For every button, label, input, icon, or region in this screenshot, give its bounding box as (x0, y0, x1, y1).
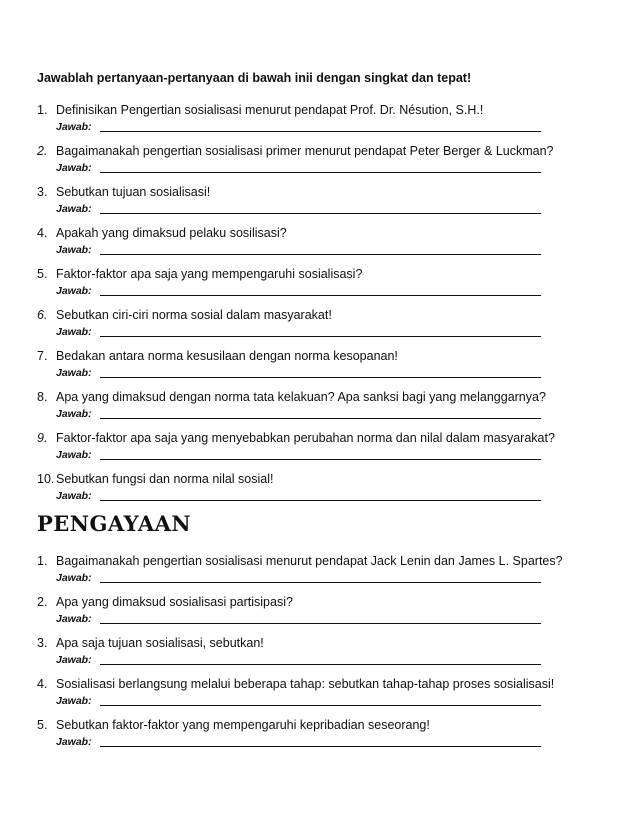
answer-line[interactable] (100, 172, 541, 173)
answer-row (56, 284, 541, 298)
question-item (0, 307, 638, 348)
answer-label: Jawab: (56, 121, 92, 133)
question-number: 8. (37, 390, 48, 404)
question-line (37, 225, 287, 241)
enrichment-question-item (0, 594, 638, 635)
enrichment-title: PENGAYAAN (37, 511, 192, 536)
answer-row (56, 653, 541, 667)
question-number: 9. (37, 431, 48, 445)
answer-line[interactable] (100, 623, 541, 624)
question-item (0, 102, 638, 143)
answer-line[interactable] (100, 664, 541, 665)
question-number: 10. (37, 472, 55, 486)
question-item (0, 143, 638, 184)
question-text: Apakah yang dimaksud pelaku sosilisasi? (56, 226, 287, 240)
question-line (37, 266, 362, 282)
answer-row (56, 366, 541, 380)
answer-row (56, 161, 541, 175)
question-text: Bagaimanakah pengertian sosialisasi menurut pendapat Jack Lenin dan James L. Spartes? (56, 554, 563, 568)
answer-row (56, 202, 541, 216)
answer-row (56, 120, 541, 134)
question-text: Sebutkan ciri-ciri norma sosial dalam masyarakat! (56, 308, 332, 322)
question-text: Sosialisasi berlangsung melalui beberapa tahap: sebutkan tahap-tahap proses sosialisasi! (56, 677, 555, 691)
answer-row (56, 243, 541, 257)
question-line (37, 635, 264, 651)
answer-line[interactable] (100, 131, 541, 132)
answer-label: Jawab: (56, 367, 92, 379)
question-item (0, 430, 638, 471)
question-line (37, 594, 293, 610)
question-item (0, 348, 638, 389)
question-number: 6. (37, 308, 48, 322)
enrichment-question-item (0, 717, 638, 758)
enrichment-question-list (0, 553, 638, 758)
question-item (0, 266, 638, 307)
answer-line[interactable] (100, 295, 541, 296)
question-text: Faktor-faktor apa saja yang menyebabkan perubahan norma dan nilal dalam masyarakat? (56, 431, 555, 445)
enrichment-question-item (0, 676, 638, 717)
answer-label: Jawab: (56, 285, 92, 297)
question-number: 2. (37, 144, 48, 158)
question-text: Sebutkan fungsi dan norma nilal sosial! (56, 472, 274, 486)
answer-line[interactable] (100, 377, 541, 378)
answer-row (56, 735, 541, 749)
question-text: Bagaimanakah pengertian sosialisasi primer menurut pendapat Peter Berger & Luckman? (56, 144, 554, 158)
question-line (37, 348, 398, 364)
answer-row (56, 612, 541, 626)
answer-row (56, 325, 541, 339)
question-line (37, 553, 563, 569)
question-number: 3. (37, 185, 48, 199)
answer-label: Jawab: (56, 490, 92, 502)
enrichment-question-item (0, 553, 638, 594)
answer-label: Jawab: (56, 449, 92, 461)
question-text: Apa yang dimaksud dengan norma tata kelakuan? Apa sanksi bagi yang melanggarnya? (56, 390, 546, 404)
answer-label: Jawab: (56, 572, 92, 584)
question-item (0, 389, 638, 430)
answer-label: Jawab: (56, 203, 92, 215)
question-line (37, 717, 430, 733)
question-line (37, 307, 332, 323)
question-number: 5. (37, 267, 48, 281)
question-text: Apa yang dimaksud sosialisasi partisipasi? (56, 595, 293, 609)
question-line (37, 102, 483, 118)
answer-label: Jawab: (56, 736, 92, 748)
answer-row (56, 448, 541, 462)
answer-label: Jawab: (56, 326, 92, 338)
answer-line[interactable] (100, 213, 541, 214)
question-line (37, 430, 555, 446)
answer-label: Jawab: (56, 244, 92, 256)
answer-line[interactable] (100, 746, 541, 747)
instruction-text: Jawablah pertanyaan-pertanyaan di bawah inii dengan singkat dan tepat! (37, 71, 472, 85)
answer-line[interactable] (100, 582, 541, 583)
enrichment-question-item (0, 635, 638, 676)
question-line (37, 676, 554, 692)
question-number: 3. (37, 636, 48, 650)
question-item (0, 184, 638, 225)
question-item (0, 471, 638, 512)
answer-row (56, 694, 541, 708)
question-line (37, 184, 210, 200)
question-line (37, 143, 554, 159)
question-text: Definisikan Pengertian sosialisasi menurut pendapat Prof. Dr. Nésution, S.H.! (56, 103, 484, 117)
question-text: Bedakan antara norma kesusilaan dengan norma kesopanan! (56, 349, 398, 363)
question-text: Sebutkan tujuan sosialisasi! (56, 185, 211, 199)
question-list (0, 102, 638, 512)
answer-line[interactable] (100, 705, 541, 706)
question-text: Apa saja tujuan sosialisasi, sebutkan! (56, 636, 264, 650)
answer-label: Jawab: (56, 408, 92, 420)
answer-row (56, 489, 541, 503)
answer-line[interactable] (100, 500, 541, 501)
answer-line[interactable] (100, 254, 541, 255)
answer-line[interactable] (100, 336, 541, 337)
answer-label: Jawab: (56, 162, 92, 174)
answer-label: Jawab: (56, 613, 92, 625)
question-number: 5. (37, 718, 48, 732)
answer-label: Jawab: (56, 654, 92, 666)
answer-row (56, 407, 541, 421)
question-number: 4. (37, 677, 48, 691)
question-number: 4. (37, 226, 48, 240)
answer-line[interactable] (100, 418, 541, 419)
question-number: 7. (37, 349, 48, 363)
question-line (37, 471, 274, 487)
question-number: 1. (37, 554, 48, 568)
question-item (0, 225, 638, 266)
question-text: Sebutkan faktor-faktor yang mempengaruhi kepribadian seseorang! (56, 718, 430, 732)
answer-label: Jawab: (56, 695, 92, 707)
answer-row (56, 571, 541, 585)
answer-line[interactable] (100, 459, 541, 460)
question-number: 1. (37, 103, 48, 117)
question-line (37, 389, 546, 405)
question-number: 2. (37, 595, 48, 609)
question-text: Faktor-faktor apa saja yang mempengaruhi sosialisasi? (56, 267, 363, 281)
